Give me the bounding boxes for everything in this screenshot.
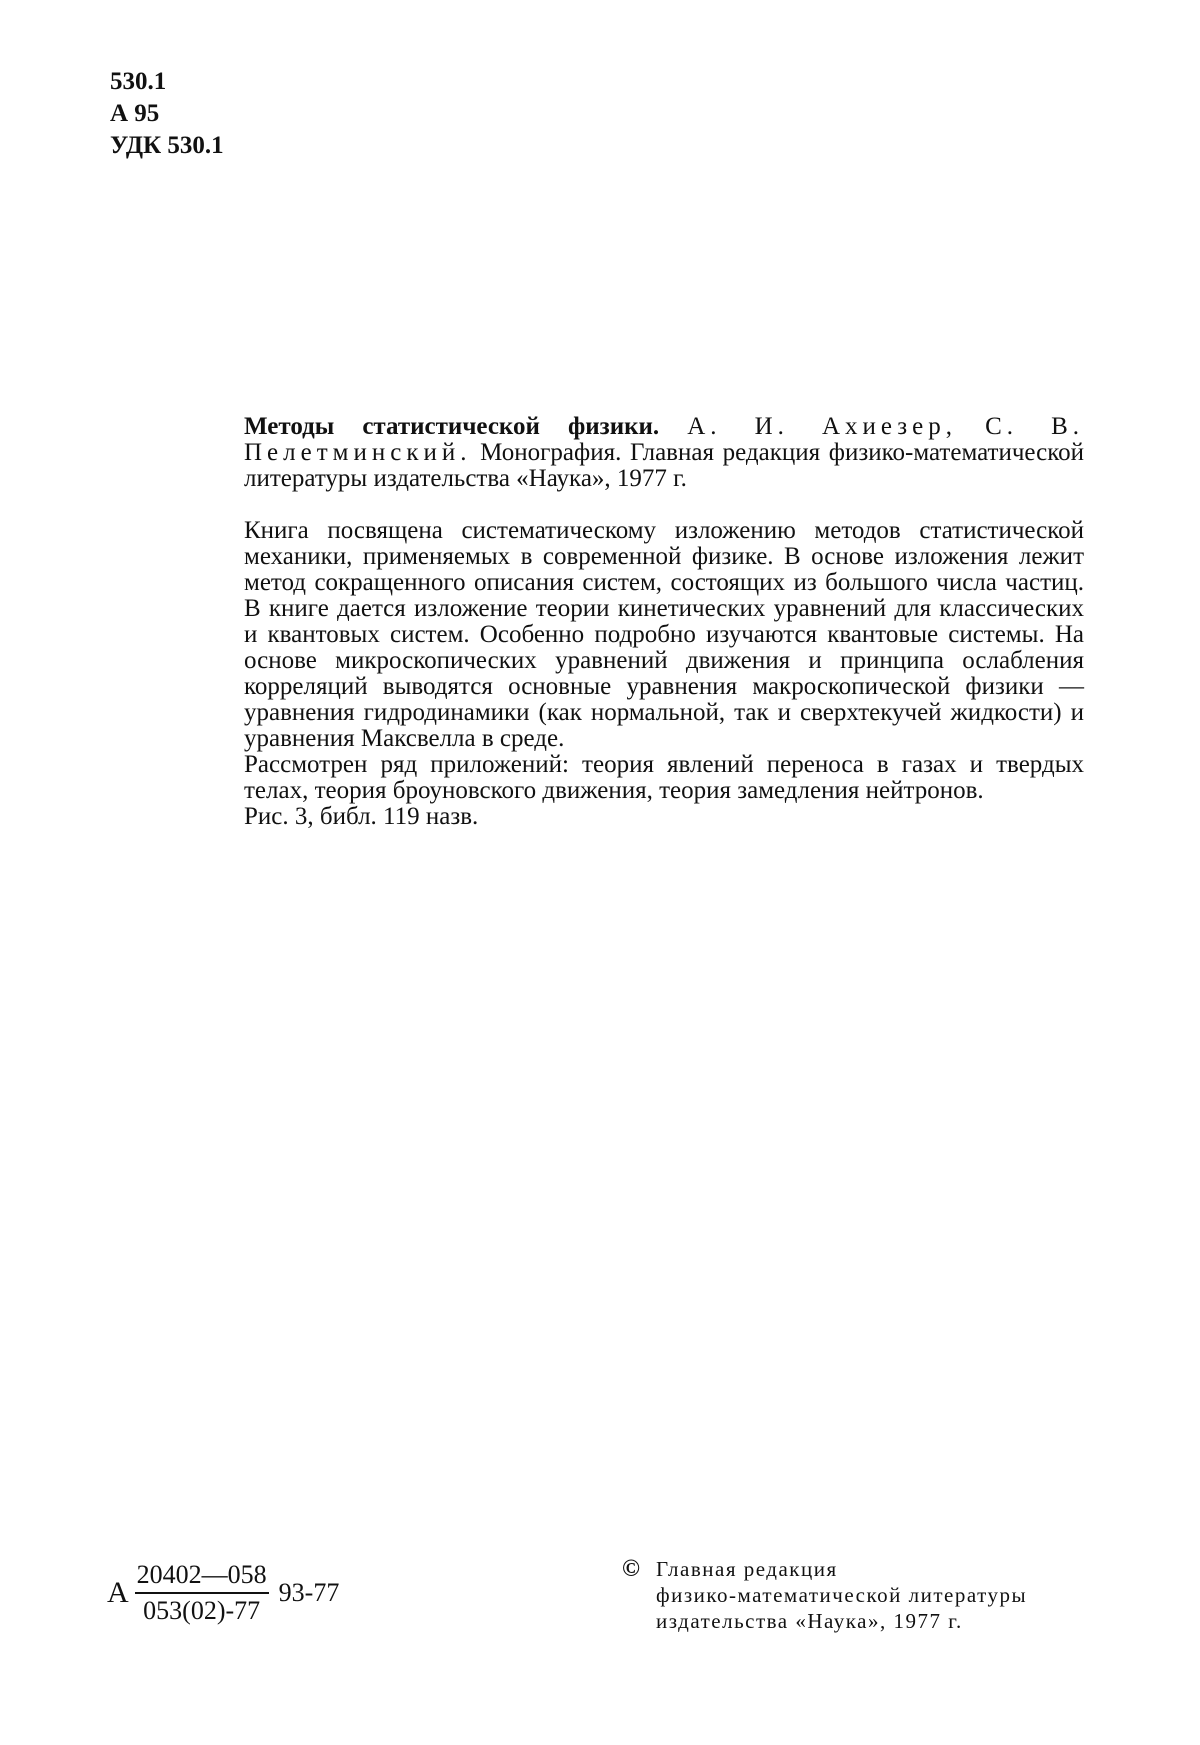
annotation-block	[244, 414, 1084, 830]
abstract-paragraph-2: Рассмотрен ряд приложений: теория явлений переноса в газах и твердых телах, теория броуновского движения, теория замедления нейтронов.	[244, 751, 1084, 804]
catalog-numerator: 20402—058	[135, 1560, 269, 1594]
classification-index: 530.1	[110, 68, 167, 95]
copyright-icon: ©	[622, 1556, 642, 1582]
author-first: А. И. Ахиезер,	[687, 413, 958, 440]
author-second: С. В. Пелетминский.	[244, 413, 1085, 466]
copyright-line-3: издательства «Наука», 1977 г.	[656, 1609, 963, 1633]
abstract-paragraph-3: Рис. 3, библ. 119 назв.	[244, 803, 479, 830]
udc-code: УДК 530.1	[110, 132, 224, 159]
catalog-denominator: 053(02)-77	[143, 1596, 261, 1625]
abstract-paragraph-1: Книга посвящена систематическому изложению методов статистической механики, применяемых в современной физике. В основе изложения лежит метод сокращенного описания систем, состоящих из большого числа частиц. В книге дается изложение теории кинетических уравнений для классических и квантовых систем. Особенно подробно изучаются квантовые системы. На основе микроскопических уравнений движения и принципа ослабления корреляций выводятся основные уравнения макроскопической физики — уравнения гидродинамики (как нормальной, так и сверхтекучей жидкости) и уравнения Максвелла в среде.	[244, 517, 1084, 752]
catalog-letter: А	[107, 1576, 129, 1609]
bibliographic-description	[244, 414, 1084, 492]
book-title: Методы статистической физики.	[244, 413, 660, 440]
catalog-code	[107, 1548, 339, 1638]
copyright-block	[622, 1556, 1027, 1634]
catalog-fraction	[135, 1560, 269, 1626]
author-mark: А 95	[110, 100, 160, 127]
copyright-line-2: физико-математической литературы	[656, 1583, 1028, 1607]
copyright-line-1: Главная редакция	[656, 1557, 838, 1581]
classification-block	[110, 66, 224, 162]
bibliographic-rest: Монография. Главная редакция физико-математической литературы издательства «Наука», 1977 г.	[244, 439, 1084, 492]
catalog-suffix: 93-77	[278, 1578, 340, 1607]
